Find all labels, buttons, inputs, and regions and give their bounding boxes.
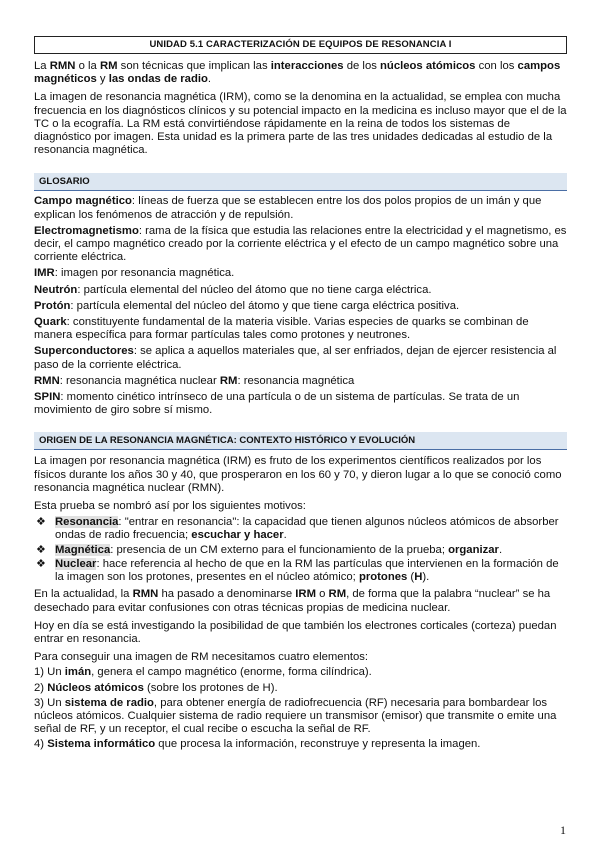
intro-paragraph-2: La imagen de resonancia magnética (IRM), como se la denomina en la actualidad, se emplea con mucha frecuencia en los diagnósticos clínicos y su potencial impacto en la medicina es incluso mayor que el de la TC o la ecografía. La RM está convirtiéndose rápidamente en la reina de todos los sistemas de diagnóstico por imagen. Esta unidad es la primera parte de las tres unidades dedicadas al estudio de la resonancia magnética. [34, 91, 567, 157]
list-item: ❖ Magnética: presencia de un CM externo para el funcionamiento de la prueba; organizar. [36, 543, 503, 556]
list-item: 1) Un imán, genera el campo magnético (enorme, forma cilíndrica). [34, 666, 372, 679]
list-item: 4) Sistema informático que procesa la información, reconstruye y representa la imagen. [34, 738, 481, 751]
diamond-bullet-icon: ❖ [36, 516, 46, 529]
glossary-entry: IMR: imagen por resonancia magnética. [34, 267, 235, 280]
origin-paragraph-5: Para conseguir una imagen de RM necesitamos cuatro elementos: [34, 651, 369, 664]
glossary-entry: SPIN: momento cinético intrínseco de una partícula o de un sistema de partículas. Se trata de un movimiento de giro sobre sí mismo. [34, 391, 520, 417]
glossary-list [34, 195, 567, 417]
list-item: ❖ Nuclear: hace referencia al hecho de que en la RM las partículas que intervienen en la formación de la imagen son los protones, presentes en el núcleo atómico; protones (H). [36, 557, 559, 584]
origin-paragraph-3: En la actualidad, la RMN ha pasado a denominarse IRM o RM, de forma que la palabra “nuclear” se ha desechado para evitar confusiones con otras técnicas propias de medicina nuclear. [34, 588, 551, 614]
document-page [34, 36, 567, 752]
origin-paragraph-1: La imagen por resonancia magnética (IRM) es fruto de los experimentos científicos realizados por los físicos durante los años 30 y 40, que prosperaron en los 60 y 70, y dieron lugar a lo que se conoció como resonancia magnética nuclear (RMN). [34, 455, 562, 494]
unit-title: UNIDAD 5.1 CARACTERIZACIÓN DE EQUIPOS DE RESONANCIA I [34, 36, 567, 54]
list-item: 3) Un sistema de radio, para obtener energía de radiofrecuencia (RF) necesaria para bombardear los núcleos atómicos. Cualquier sistema de radio requiere un transmisor (emisor) que transmite o emite una señal de RF, y un receptor, el cual recibe o escucha la señal de RF. [34, 696, 557, 736]
diamond-bullet-icon: ❖ [36, 557, 46, 570]
list-item: ❖ Resonancia: "entrar en resonancia": la capacidad que tienen algunos núcleos atómicos de absorber ondas de radio frecuencia; escuchar y hacer. [36, 516, 559, 542]
glossary-entry: Electromagnetismo: rama de la física que estudia las relaciones entre la electricidad y el magnetismo, es decir, el campo magnético creado por la corriente eléctrica y el efecto de un campo magnético sobre una corriente eléctrica. [34, 224, 567, 264]
intro-paragraph-1: La RMN o la RM son técnicas que implican las interacciones de los núcleos atómicos con los campos magnéticos y las ondas de radio. [34, 60, 561, 86]
elements-list [34, 666, 567, 751]
glossary-heading: GLOSARIO [34, 173, 567, 191]
reasons-list [34, 516, 567, 584]
diamond-bullet-icon: ❖ [36, 543, 46, 556]
glossary-entry: Neutrón: partícula elemental del núcleo del átomo que no tiene carga eléctrica. [34, 283, 432, 296]
glossary-entry: Quark: constituyente fundamental de la materia visible. Varias especies de quarks se combinan de manera específica para formar partículas tales como protones y neutrones. [34, 316, 529, 342]
origin-paragraph-2: Esta prueba se nombró así por los siguientes motivos: [34, 500, 306, 513]
glossary-entry: Campo magnético: líneas de fuerza que se establecen entre los dos polos propios de un imán y que explican los fenómenos de atracción y de repulsión. [34, 195, 542, 221]
origin-heading: ORIGEN DE LA RESONANCIA MAGNÉTICA: CONTEXTO HISTÓRICO Y EVOLUCIÓN [34, 432, 567, 450]
page-number: 1 [560, 823, 566, 837]
origin-paragraph-4: Hoy en día se está investigando la posibilidad de que también los electrones corticales (corteza) puedan entrar en resonancia. [34, 619, 557, 645]
glossary-entry: Protón: partícula elemental del núcleo del átomo y que tiene carga eléctrica positiva. [34, 299, 460, 312]
glossary-entry: Superconductores: se aplica a aquellos materiales que, al ser enfriados, dejan de ejercer resistencia al paso de la corriente eléctrica. [34, 345, 557, 371]
glossary-entry: RMN: resonancia magnética nuclear RM: resonancia magnética [34, 374, 355, 387]
list-item: 2) Núcleos atómicos (sobre los protones de H). [34, 681, 278, 694]
